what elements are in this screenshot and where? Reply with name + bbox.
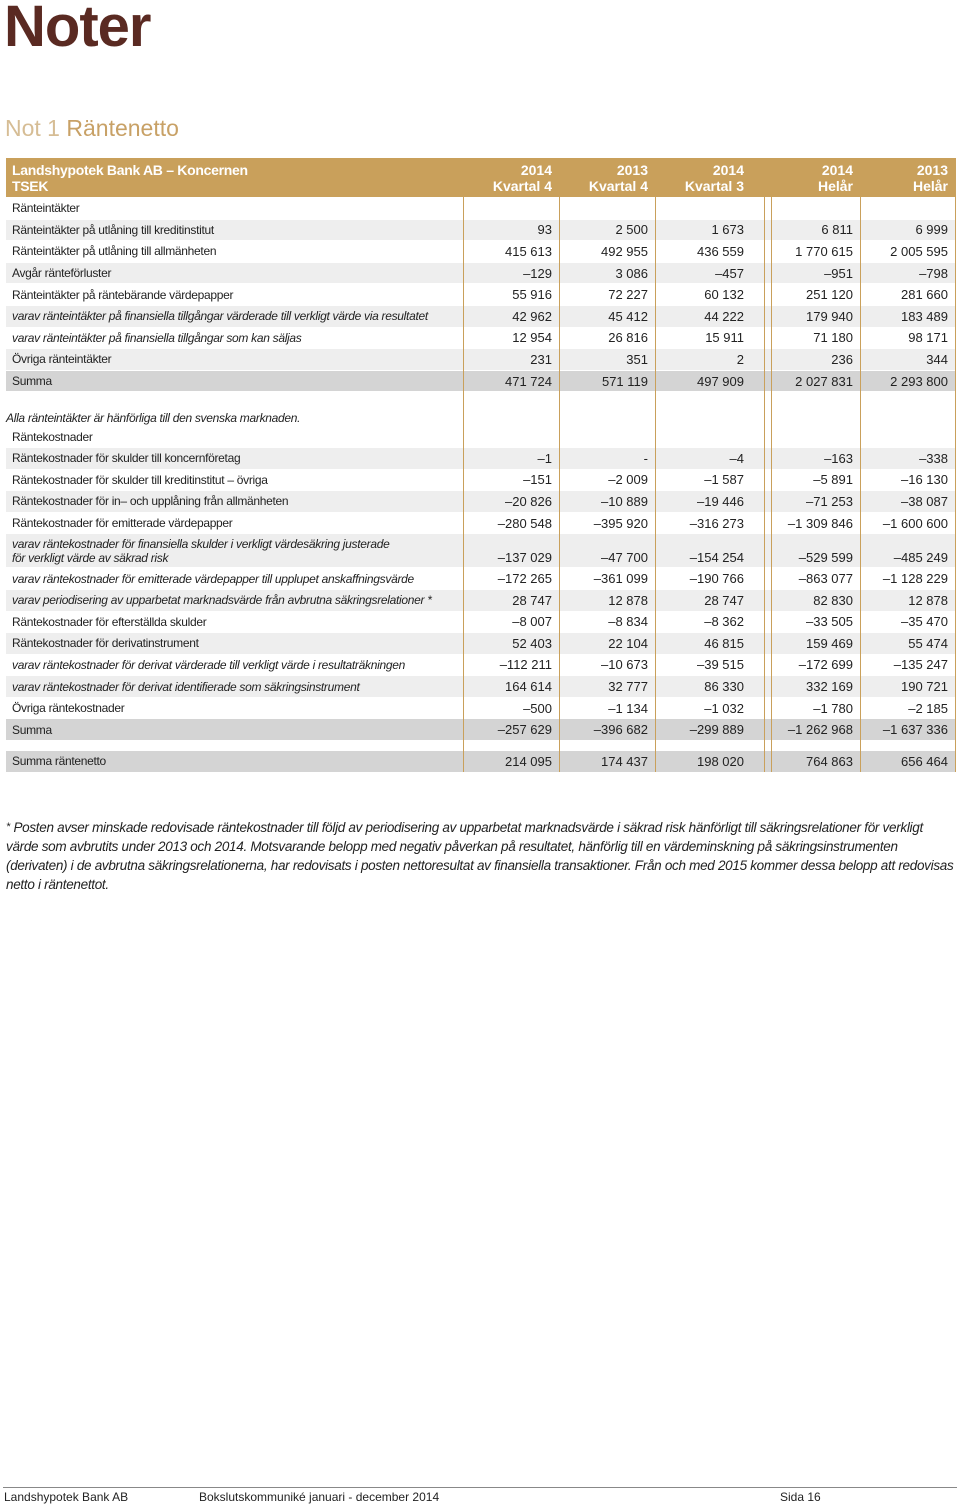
footer-page: Sida 16: [780, 1490, 821, 1504]
header-col-2: 2013 Kvartal 4: [588, 161, 648, 194]
column-separator: [559, 158, 560, 772]
row-value-5: 6 999: [915, 222, 948, 238]
row-value-1: –280 548: [497, 515, 552, 531]
row-value-3: 28 747: [704, 592, 744, 608]
row-value-1: 55 916: [512, 287, 552, 303]
row-value-2: 3 086: [615, 265, 648, 281]
row-value-2: 45 412: [608, 308, 648, 324]
page-heading: Noter: [4, 0, 151, 59]
row-value-4: 764 863: [806, 753, 853, 769]
row-value-5: 98 171: [908, 330, 948, 346]
row-label-line1: varav räntekostnader för finansiella skulder i verkligt värdesäkring justerade: [12, 536, 390, 551]
row-value-2: –2 009: [608, 472, 648, 488]
table-row: [6, 655, 956, 677]
row-label: varav periodisering av upparbetat marknadsvärde från avbrutna säkringsrelationer *: [12, 593, 432, 608]
row-value-5: 281 660: [901, 287, 948, 303]
header-col-5: 2013 Helår: [912, 161, 948, 194]
row-label: Avgår ränteförluster: [12, 266, 112, 281]
table-row: [6, 220, 956, 242]
row-value-5: 2 293 800: [890, 373, 948, 389]
row-value-5: –2 185: [908, 700, 948, 716]
row-value-3: 46 815: [704, 635, 744, 651]
row-value-1: 42 962: [512, 308, 552, 324]
table-row: [6, 590, 956, 612]
row-label: varav räntekostnader för derivat identifierade som säkringsinstrument: [12, 679, 360, 694]
table-row: [6, 491, 956, 513]
row-value-4: –71 253: [806, 493, 853, 509]
row-label: varav räntekostnader för derivat värderade till verkligt värde i resultaträkningen: [12, 657, 405, 672]
row-value-4: –1 309 846: [787, 515, 853, 531]
row-value-2: 32 777: [608, 679, 648, 695]
row-label: Ränteintäkter på räntebärande värdepapper: [12, 287, 234, 302]
row-value-1: 471 724: [505, 373, 552, 389]
note-number: Not 1: [5, 115, 60, 141]
column-separator: [955, 158, 956, 772]
row-value-4: –33 505: [806, 614, 853, 630]
row-value-5: 656 464: [901, 753, 948, 769]
row-label-line2: för verkligt värde av säkrad risk: [12, 550, 169, 565]
row-value-5: 183 489: [901, 308, 948, 324]
row-label: Räntekostnader för derivatinstrument: [12, 636, 199, 651]
row-value-2: –361 099: [593, 571, 648, 587]
header-company: Landshypotek Bank AB – Koncernen: [12, 161, 248, 178]
row-value-1: 164 614: [505, 679, 552, 695]
header-label: [12, 158, 462, 197]
row-value-1: 28 747: [512, 592, 552, 608]
row-value-1: –20 826: [505, 493, 552, 509]
row-value-1: –1: [537, 450, 552, 466]
row-value-5: 344: [926, 351, 948, 367]
row-value-2: -: [643, 450, 648, 466]
row-value-5: –38 087: [901, 493, 948, 509]
row-value-2: 26 816: [608, 330, 648, 346]
table-row: [6, 513, 956, 535]
sum-row: [6, 719, 956, 741]
row-value-2: –8 834: [608, 614, 648, 630]
table-row: [6, 470, 956, 492]
header-col-4: 2014 Helår: [817, 161, 853, 194]
row-value-1: –8 007: [512, 614, 552, 630]
row-label: Övriga ränteintäkter: [12, 352, 112, 367]
row-label: Räntekostnader för in– och upplåning från allmänheten: [12, 494, 289, 509]
income-note-text: Alla ränteintäkter är hänförliga till den svenska marknaden.: [6, 411, 301, 426]
row-label: Övriga räntekostnader: [12, 701, 125, 716]
row-label: [12, 534, 462, 567]
row-value-2: –396 682: [593, 722, 648, 738]
row-value-3: 436 559: [697, 243, 744, 259]
footnote-text: Posten avser minskade redovisade räntekostnader till följd av periodisering av upparbetat marknadsvärde i säkrad risk hänförligt till säkringsrelationer för verkligt värde som avbrutits under 2013 och 2014. Motsvarande belopp med negativ påverkan på resultatet, hänförlig till en värdeminskning på säkringsinstrumenten (derivaten) i de avbrutna säkringsrelationerna, har redovisats i posten nettoresultat av finansiella transaktioner. Från och med 2015 kommer dessa belopp att redovisas netto i räntenettot.: [6, 820, 954, 892]
row-value-2: –1 134: [608, 700, 648, 716]
row-value-2: 174 437: [601, 753, 648, 769]
row-value-1: 415 613: [505, 243, 552, 259]
note-name: Räntenetto: [66, 115, 179, 141]
table-row: [6, 698, 956, 720]
row-value-3: 44 222: [704, 308, 744, 324]
row-value-4: 71 180: [813, 330, 853, 346]
row-value-2: 2 500: [615, 222, 648, 238]
table-row: [6, 349, 956, 371]
footer-report: Bokslutskommuniké januari - december 2014: [199, 1490, 440, 1504]
row-value-3: –1 587: [704, 472, 744, 488]
row-value-3: 86 330: [704, 679, 744, 695]
row-value-4: 82 830: [813, 592, 853, 608]
row-value-4: –529 599: [798, 550, 853, 566]
row-value-2: 351: [626, 351, 648, 367]
row-value-5: –16 130: [901, 472, 948, 488]
row-value-5: 12 878: [908, 592, 948, 608]
row-value-4: 251 120: [806, 287, 853, 303]
row-value-5: 2 005 595: [890, 243, 948, 259]
row-value-5: –35 470: [901, 614, 948, 630]
row-value-4: –1 262 968: [787, 722, 853, 738]
table-row: [6, 676, 956, 698]
row-value-5: –1 128 229: [882, 571, 948, 587]
table-row: [6, 284, 956, 306]
row-value-3: –19 446: [697, 493, 744, 509]
row-value-2: 492 955: [601, 243, 648, 259]
row-value-1: 214 095: [505, 753, 552, 769]
income-note: [6, 392, 956, 426]
row-value-3: 60 132: [704, 287, 744, 303]
row-value-1: –129: [523, 265, 552, 281]
row-value-4: 2 027 831: [795, 373, 853, 389]
table-row: [6, 448, 956, 470]
row-label: Summa räntenetto: [12, 754, 106, 769]
row-value-1: 93: [537, 222, 552, 238]
row-value-1: –151: [523, 472, 552, 488]
row-label: Summa: [12, 722, 52, 737]
row-value-5: 55 474: [908, 635, 948, 651]
row-value-2: –47 700: [601, 550, 648, 566]
row-value-4: 1 770 615: [795, 243, 853, 259]
row-value-2: 22 104: [608, 635, 648, 651]
table-row: [6, 241, 956, 263]
row-value-4: 159 469: [806, 635, 853, 651]
row-value-3: 497 909: [697, 373, 744, 389]
row-label: varav räntekostnader för emitterade värdepapper till upplupet anskaffningsvärde: [12, 571, 414, 586]
row-value-5: –135 247: [893, 657, 948, 673]
row-value-5: –338: [919, 450, 948, 466]
row-value-5: –485 249: [893, 550, 948, 566]
table-row: [6, 534, 956, 568]
row-value-3: –154 254: [689, 550, 744, 566]
spacer: [6, 741, 956, 751]
row-value-3: –39 515: [697, 657, 744, 673]
footer-divider: [3, 1487, 957, 1488]
row-value-2: 12 878: [608, 592, 648, 608]
row-label: Räntekostnader för skulder till kreditinstitut – övriga: [12, 472, 268, 487]
row-value-1: –500: [523, 700, 552, 716]
row-value-2: –10 889: [601, 493, 648, 509]
row-value-4: –1 780: [813, 700, 853, 716]
row-value-1: –172 265: [497, 571, 552, 587]
row-value-4: 6 811: [821, 222, 853, 238]
row-value-4: –863 077: [798, 571, 853, 587]
row-value-4: –951: [824, 265, 853, 281]
row-value-5: 190 721: [901, 679, 948, 695]
row-value-4: 236: [831, 351, 853, 367]
row-label: Summa: [12, 374, 52, 389]
row-value-3: –4: [729, 450, 744, 466]
section-title: [6, 426, 956, 448]
row-label: varav ränteintäkter på finansiella tillgångar som kan säljas: [12, 330, 302, 345]
row-value-3: 2: [736, 351, 744, 367]
table-row: [6, 263, 956, 285]
row-value-5: –1 600 600: [882, 515, 948, 531]
header-col-1: 2014 Kvartal 4: [492, 161, 552, 194]
row-value-2: 72 227: [608, 287, 648, 303]
sum-row: [6, 371, 956, 393]
interest-table: [6, 158, 956, 773]
row-label: varav ränteintäkter på finansiella tillgångar värderade till verkligt värde via resultatet: [12, 309, 428, 324]
row-label: Ränteintäkter på utlåning till kreditinstitut: [12, 222, 214, 237]
row-value-5: –1 637 336: [882, 722, 948, 738]
row-label: Räntekostnader för efterställda skulder: [12, 614, 207, 629]
row-value-3: –190 766: [689, 571, 744, 587]
row-value-4: 179 940: [806, 308, 853, 324]
row-value-3: –316 273: [689, 515, 744, 531]
table-header: [6, 158, 956, 198]
row-value-2: –10 673: [601, 657, 648, 673]
row-value-1: 231: [530, 351, 552, 367]
row-value-4: –5 891: [813, 472, 853, 488]
row-value-3: 198 020: [697, 753, 744, 769]
header-col-3: 2014 Kvartal 3: [684, 161, 744, 194]
row-value-3: –457: [715, 265, 744, 281]
row-value-4: 332 169: [806, 679, 853, 695]
table-row: [6, 633, 956, 655]
column-separator: [860, 158, 861, 772]
row-value-3: 15 911: [705, 330, 744, 346]
row-value-2: –395 920: [593, 515, 648, 531]
row-value-2: 571 119: [601, 373, 648, 389]
column-separator: [655, 158, 656, 772]
row-value-3: –299 889: [689, 722, 744, 738]
row-label: Räntekostnader för skulder till koncernföretag: [12, 451, 241, 466]
section-title-label: Räntekostnader: [12, 429, 93, 444]
row-value-1: –257 629: [497, 722, 552, 738]
sum-row: [6, 751, 956, 773]
footnote: [6, 818, 956, 894]
header-unit: TSEK: [12, 177, 49, 194]
note-title: [5, 114, 179, 142]
section-title-label: Ränteintäkter: [12, 201, 80, 216]
table-row: [6, 328, 956, 350]
footer-company: Landshypotek Bank AB: [4, 1490, 129, 1504]
row-value-4: –172 699: [798, 657, 853, 673]
column-separator: [764, 158, 765, 772]
table-row: [6, 568, 956, 590]
row-value-3: –8 362: [704, 614, 744, 630]
table-row: [6, 612, 956, 634]
table-row: [6, 306, 956, 328]
section-title: [6, 198, 956, 220]
row-value-1: –112 211: [499, 657, 552, 673]
row-value-4: –163: [824, 450, 853, 466]
row-label: Räntekostnader för emitterade värdepapper: [12, 516, 233, 531]
row-value-3: –1 032: [704, 700, 744, 716]
row-value-1: –137 029: [497, 550, 552, 566]
column-separator: [463, 158, 464, 772]
row-value-1: 12 954: [512, 330, 552, 346]
row-value-5: –798: [919, 265, 948, 281]
row-label: Ränteintäkter på utlåning till allmänheten: [12, 244, 217, 259]
row-value-1: 52 403: [512, 635, 552, 651]
row-value-3: 1 673: [711, 222, 744, 238]
column-separator: [771, 158, 772, 772]
footnote-marker: *: [6, 821, 10, 833]
